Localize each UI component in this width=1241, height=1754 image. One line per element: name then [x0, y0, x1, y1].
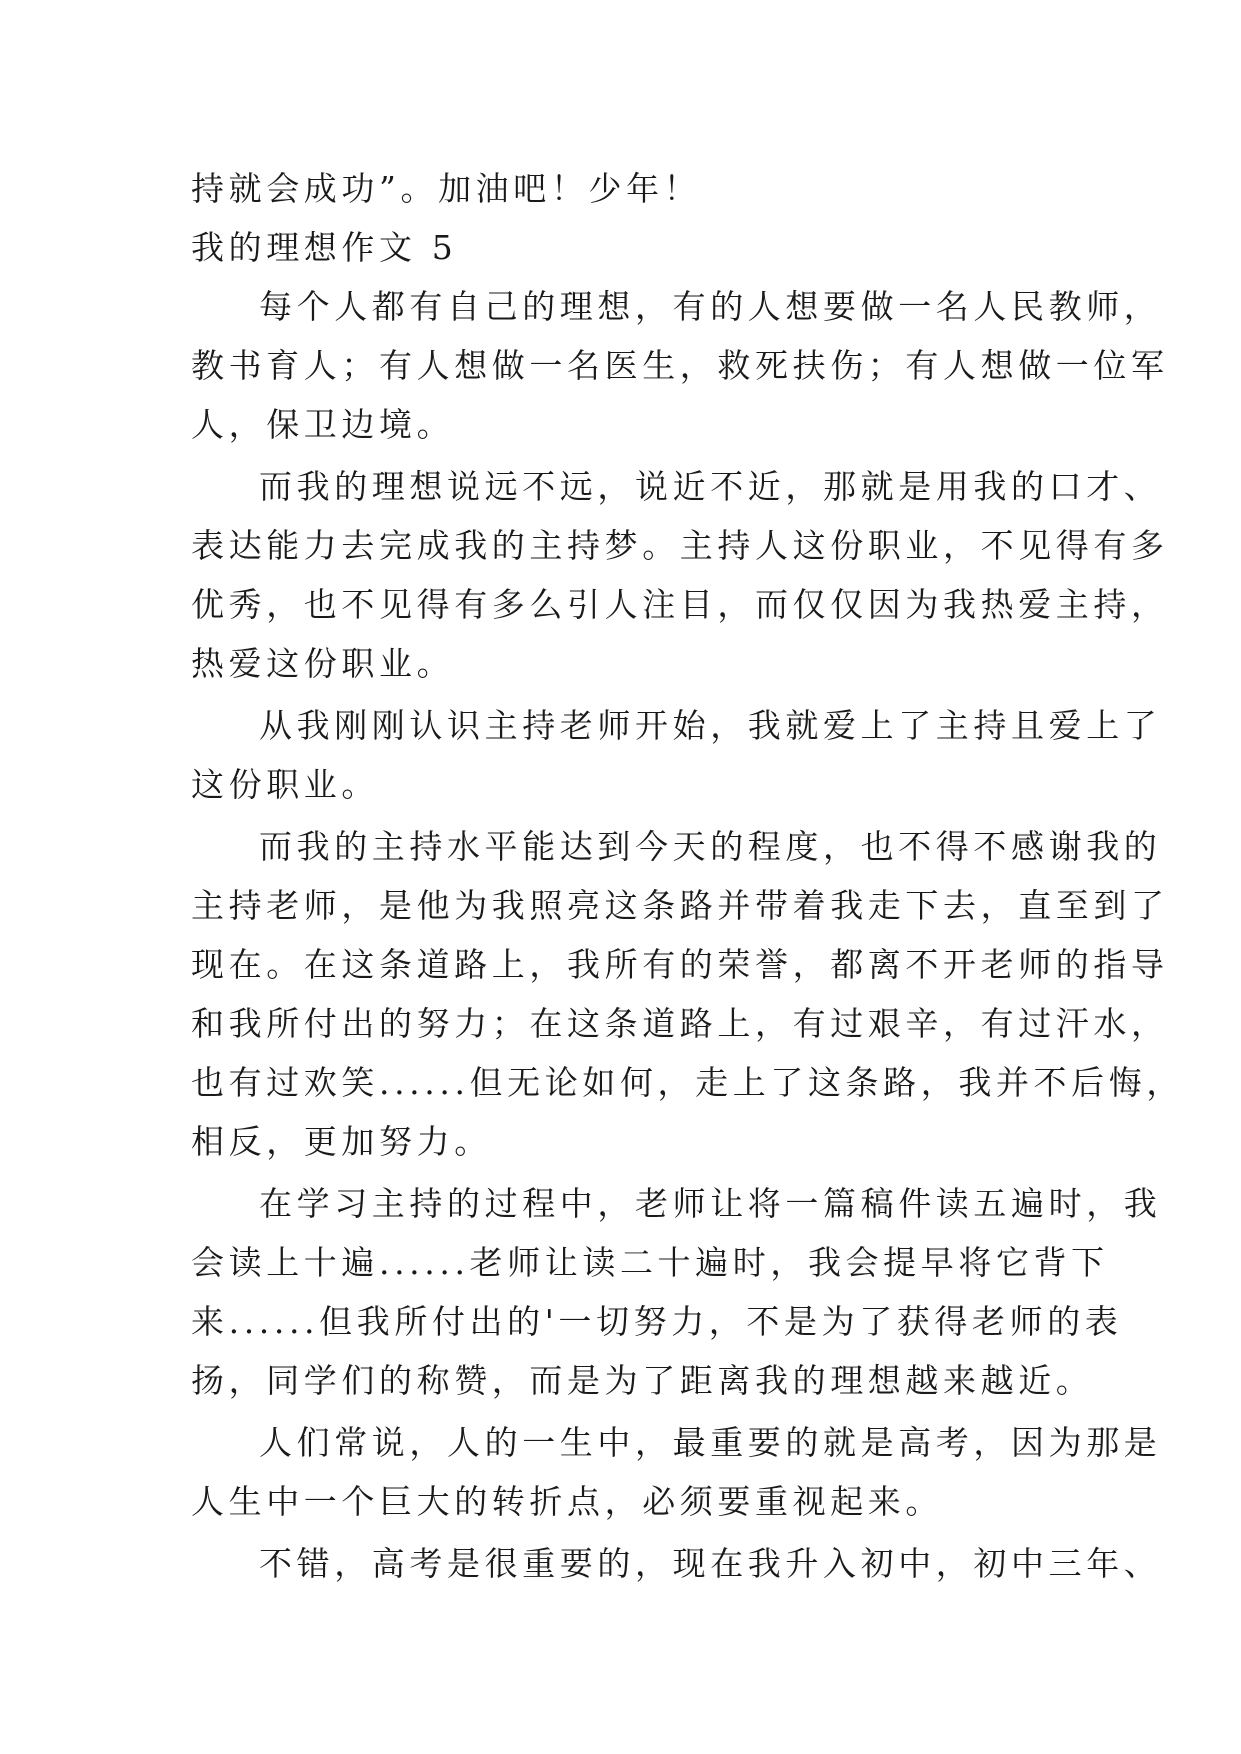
text-line: 优秀，也不见得有多么引人注目，而仅仅因为我热爱主持， — [191, 585, 1169, 624]
text-line: 人，保卫边境。 — [191, 405, 455, 444]
paragraph-first-line: 而我的主持水平能达到今天的程度，也不得不感谢我的 — [259, 827, 1162, 866]
text-line: 这份职业。 — [191, 765, 379, 804]
paragraph-first-line: 而我的理想说远不远，说近不近，那就是用我的口才、 — [259, 467, 1162, 506]
text-line: 教书育人；有人想做一名医生，救死扶伤；有人想做一位军 — [191, 346, 1169, 385]
text-line: 热爱这份职业。 — [191, 644, 455, 683]
text-line: 人生中一个巨大的转折点，必须要重视起来。 — [191, 1482, 943, 1521]
text-line: 和我所付出的努力；在这条道路上，有过艰辛，有过汗水， — [191, 1004, 1169, 1043]
text-line: 主持老师，是他为我照亮这条路并带着我走下去，直至到了 — [191, 886, 1169, 925]
text-line: 相反，更加努力。 — [191, 1122, 492, 1161]
text-line: 来......但我所付出的'一切努力，不是为了获得老师的表 — [191, 1302, 1123, 1341]
text-line: 表达能力去完成我的主持梦。主持人这份职业，不见得有多 — [191, 526, 1169, 565]
paragraph-first-line: 不错，高考是很重要的，现在我升入初中，初中三年、 — [259, 1544, 1162, 1583]
essay-title: 我的理想作文 5 — [191, 228, 458, 267]
text-line: 持就会成功”。加油吧！少年！ — [191, 169, 702, 208]
paragraph-first-line: 在学习主持的过程中，老师让将一篇稿件读五遍时，我 — [259, 1184, 1162, 1223]
paragraph-first-line: 人们常说，人的一生中，最重要的就是高考，因为那是 — [259, 1423, 1162, 1462]
text-line: 现在。在这条道路上，我所有的荣誉，都离不开老师的指导 — [191, 945, 1169, 984]
text-line: 扬，同学们的称赞，而是为了距离我的理想越来越近。 — [191, 1361, 1094, 1400]
paragraph-first-line: 每个人都有自己的理想，有的人想要做一名人民教师， — [259, 287, 1162, 326]
text-line: 会读上十遍......老师让读二十遍时，我会提早将它背下 — [191, 1243, 1109, 1282]
text-line: 也有过欢笑......但无论如何，走上了这条路，我并不后悔， — [191, 1063, 1184, 1102]
paragraph-first-line: 从我刚刚认识主持老师开始，我就爱上了主持且爱上了 — [259, 706, 1162, 745]
